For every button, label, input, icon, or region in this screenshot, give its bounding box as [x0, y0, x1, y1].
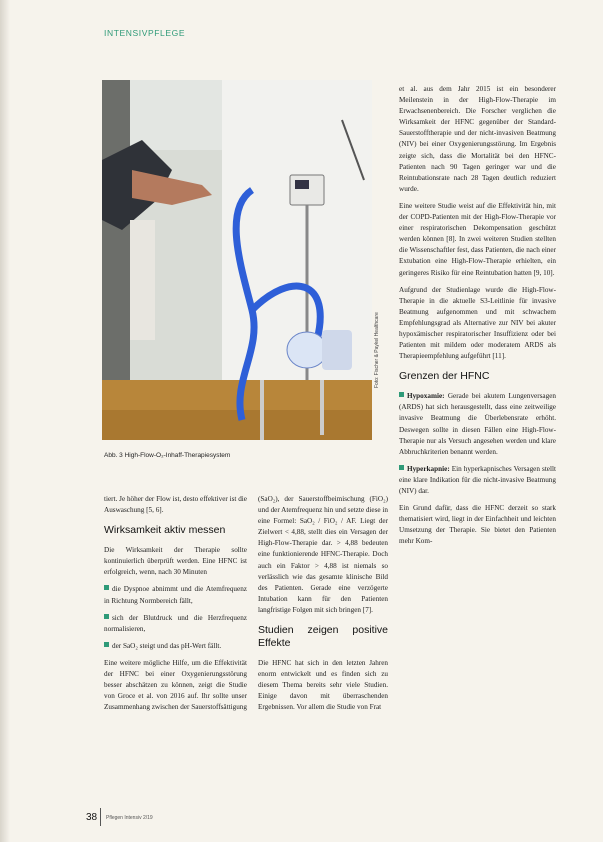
- folio-divider: [100, 808, 101, 826]
- bullet-square-icon: [399, 465, 404, 470]
- bullet-square-icon: [399, 392, 404, 397]
- bullet-square-icon: [104, 642, 109, 647]
- page-number: 38: [86, 812, 98, 823]
- column-3: [399, 84, 556, 553]
- section-tag: INTENSIVPFLEGE: [104, 28, 186, 38]
- photo-credit: Foto: Fischer & Paykel Healthcare: [374, 312, 380, 388]
- col3-bullet-1: Hypoxamie: Gerade bei akutem Lungenversagen (ARDS) hat sich herausgestellt, dass eine zeitweilige invasive Beatmung die Überlebensrate erhöht. Deswegen sollte in diesen Fällen eine High-Flow-Therapie nur als Versuch angesehen werden und klare Abbruchkriterien benannt werden.: [399, 392, 557, 456]
- bullet-square-icon: [104, 614, 109, 619]
- col3-bullet-2: Hyperkapnie: Ein hyperkapnisches Versagen stellt eine klare Indikation für die nicht-invasive Beatmung (NIV) dar.: [399, 464, 556, 495]
- col1-paragraph-2: Eine weitere mögliche Hilfe, um die Effektivität der HFNC bei einer Oxygenierungsstörung besser abschätzen zu können, zeigt die Studie von Groce et al. von 2016 auf. Ihr sollte unser Zusammenhang zwischen der Sauerstoffsättigung: [104, 658, 247, 712]
- heading-grenzen: Grenzen der HFNC: [399, 370, 490, 383]
- col2-paragraph-1: (SaO₂), der Sauerstoffbeimischung (FiO₂) und der Atemfrequenz hin und setzte diese in eine Formel: SaO₂ / FiO₂ / AF. Liegt der Zielwert < 4,88, stellt dies ein Versagen der High-Flow-Therapie dar. > 4,88 bedeuten eine funktionierende HFNC-Therapie. Doch auch ein Faktor > 4,88 ist niemals so verlässlich wie das gesamte klinische Bild des Patienten. Gerade eine verzögerte Intubation kann für den Patienten langfristige Folgen mit sich bringen [7].: [258, 495, 388, 614]
- col3-paragraph-4: Ein Grund dafür, dass die HFNC derzeit so stark thematisiert wird, liegt in der Einfachheit und leichten Umsetzung der Therapie. Sie bietet den Patienten mehr Kom-: [399, 504, 556, 546]
- col3-paragraph-1: et al. aus dem Jahr 2015 ist ein besonderer Meilenstein in der High-Flow-Therapie im Erwachsenenbereich. Die Forscher verglichen die Wirksamkeit der HFNC gegenüber der Standard-Sauerstofftherapie und der nicht-invasiven Beatmung (NIV) bei einer Oxygenierungsstörung. Im Ergebnis zeigte sich, dass die Mortalität bei den HFNC-Patienten nach 90 Tagen geringer war und die Reintubationsrate nach 28 Tagen deutlich reduziert wurde.: [399, 85, 556, 193]
- col1-bullet-1: die Dyspnoe abnimmt und die Atemfrequenz in Richtung Normbereich fällt,: [104, 585, 247, 605]
- column-2: [258, 494, 388, 720]
- col2-paragraph-2: Die HFNC hat sich in den letzten Jahren enorm entwickelt und es finden sich zu diesem Thema bereits sehr viele Studien. Einige davon mit überraschenden Ergebnissen. Vor allem die Studie von Frat: [258, 659, 388, 712]
- col1-intro: tiert. Je höher der Flow ist, desto effektiver ist die Auswaschung [5, 6].: [104, 495, 247, 515]
- col1-bullet-2: sich der Blutdruck und die Herzfrequenz normalisieren,: [104, 613, 247, 633]
- heading-studien: Studien zeigen positive Effekte: [258, 624, 388, 650]
- column-1: [104, 494, 247, 719]
- bullet-square-icon: [104, 585, 109, 590]
- col3-paragraph-3: Aufgrund der Studienlage wurde die High-Flow-Therapie in die aktuelle S3-Leitlinie für invasive Beatmung aufgenommen und mit schwachem Empfehlungsgrad als Alternative zur NIV bei akuter hypoxämischer respiratorischer Insuffizienz oder bei Patienten mit mildem oder moderatem ARDS als Therapieempfehlung aufgeführt [11].: [399, 285, 556, 361]
- col1-paragraph-1: Die Wirksamkeit der Therapie sollte kontinuierlich überprüft werden. Eine HFNC ist erfolgreich, wenn, nach 30 Minuten: [104, 546, 247, 577]
- page-gutter-shadow: [0, 0, 10, 842]
- therapy-photo: [102, 80, 372, 440]
- col1-bullet-3: der SaO₂ steigt und das pH-Wert fällt.: [104, 641, 247, 652]
- figure-caption: Abb. 3 High-Flow-O₂-Inhaff-Therapiesystem: [104, 452, 231, 459]
- col3-paragraph-2: Eine weitere Studie weist auf die Effektivität hin, mit der COPD-Patienten mit der High-Flow-Therapie vor einer respiratorischen Dekompensation geschützt werden können [8]. In zwei weiteren Studien stellten die Wissenschaftler fest, dass Patienten, die nach einer Extubation eine High-Flow-Therapie erhielten, ein geringeres Risiko für eine Reintubation hatten [9, 10].: [399, 201, 556, 277]
- heading-wirksamkeit: Wirksamkeit aktiv messen: [104, 524, 226, 537]
- footer-source: Pflegen Intensiv 2/19: [106, 815, 153, 821]
